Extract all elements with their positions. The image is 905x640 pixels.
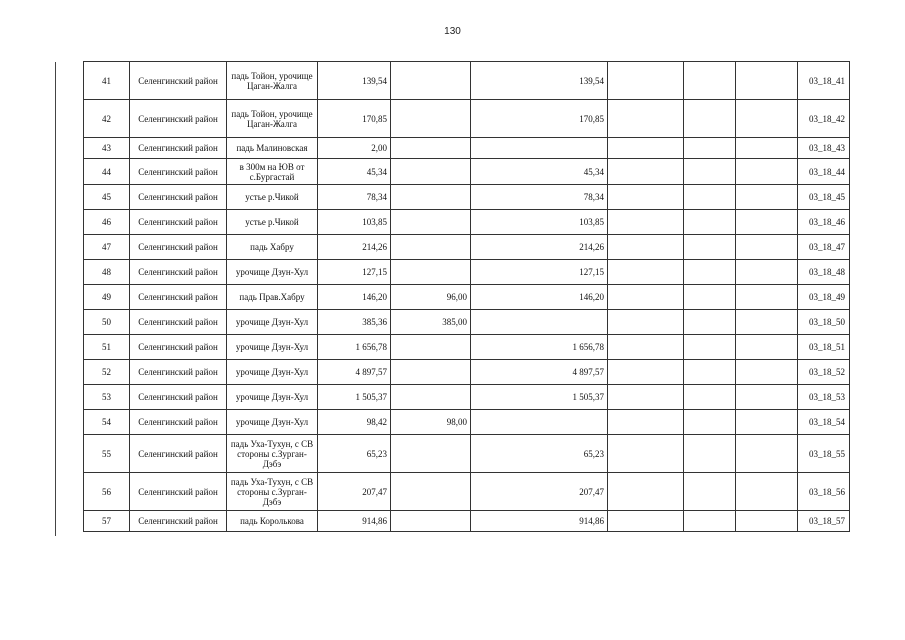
cell-col-8 [684,385,736,410]
cell-col-8 [684,360,736,385]
table-row [84,159,850,185]
cell-location: урочище Дзун-Хул [227,260,318,285]
cell-code: 03_18_53 [798,385,850,410]
cell-col-7 [608,385,684,410]
cell-area-total: 45,34 [318,159,391,185]
cell-col-8 [684,410,736,435]
cell-col-7 [608,159,684,185]
cell-code: 03_18_56 [798,473,850,511]
cell-col-9 [736,473,798,511]
cell-col-7 [608,138,684,159]
cell-area: 914,86 [471,511,608,532]
cell-location: урочище Дзун-Хул [227,310,318,335]
cell-col-8 [684,473,736,511]
table-row [84,260,850,285]
cell-location: урочище Дзун-Хул [227,335,318,360]
cell-col-5 [391,385,471,410]
cell-col-7 [608,435,684,473]
table-row [84,473,850,511]
table-row [84,100,850,138]
cell-district: Селенгинский район [130,100,227,138]
cell-no: 52 [84,360,130,385]
cell-area: 1 656,78 [471,335,608,360]
cell-district: Селенгинский район [130,335,227,360]
cell-code: 03_18_51 [798,335,850,360]
cell-code: 03_18_54 [798,410,850,435]
cell-district: Селенгинский район [130,310,227,335]
cell-no: 48 [84,260,130,285]
cell-area: 207,47 [471,473,608,511]
cell-area: 170,85 [471,100,608,138]
cell-col-7 [608,260,684,285]
cell-no: 42 [84,100,130,138]
cell-area-total: 65,23 [318,435,391,473]
cell-col-5 [391,435,471,473]
cell-col-5 [391,159,471,185]
cell-district: Селенгинский район [130,435,227,473]
cell-col-9 [736,138,798,159]
cell-col-9 [736,235,798,260]
cell-col-5: 98,00 [391,410,471,435]
table-row [84,138,850,159]
cell-area: 103,85 [471,210,608,235]
cell-col-9 [736,285,798,310]
cell-area [471,138,608,159]
cell-location: падь Тойон, урочище Цаган-Жалга [227,100,318,138]
cell-code: 03_18_42 [798,100,850,138]
table-row [84,410,850,435]
cell-location: урочище Дзун-Хул [227,360,318,385]
cell-district: Селенгинский район [130,360,227,385]
table-row [84,360,850,385]
cell-area-total: 78,34 [318,185,391,210]
cell-area-total: 385,36 [318,310,391,335]
cell-area-total: 170,85 [318,100,391,138]
cell-col-8 [684,260,736,285]
cell-district: Селенгинский район [130,410,227,435]
cell-col-9 [736,511,798,532]
cell-no: 57 [84,511,130,532]
cell-col-8 [684,335,736,360]
cell-location: падь Уха-Тухун, с СВ стороны с.Зурган-Дэбэ [227,435,318,473]
cell-location: урочище Дзун-Хул [227,410,318,435]
cell-area-total: 4 897,57 [318,360,391,385]
cell-col-5: 385,00 [391,310,471,335]
cell-no: 53 [84,385,130,410]
cell-col-9 [736,62,798,100]
table-body [84,62,850,532]
cell-code: 03_18_52 [798,360,850,385]
cell-area-total: 1 505,37 [318,385,391,410]
cell-area: 146,20 [471,285,608,310]
cell-col-8 [684,435,736,473]
cell-district: Селенгинский район [130,159,227,185]
table-row [84,62,850,100]
cell-code: 03_18_41 [798,62,850,100]
cell-area-total: 914,86 [318,511,391,532]
cell-col-7 [608,100,684,138]
cell-no: 49 [84,285,130,310]
data-table [83,61,850,532]
cell-area: 214,26 [471,235,608,260]
cell-location: падь Тойон, урочище Цаган-Жалга [227,62,318,100]
table-row [84,310,850,335]
cell-area-total: 127,15 [318,260,391,285]
cell-location: падь Уха-Тухун, с СВ стороны с.Зурган-Дэбэ [227,473,318,511]
cell-code: 03_18_48 [798,260,850,285]
cell-area-total: 103,85 [318,210,391,235]
cell-col-8 [684,138,736,159]
table-row [84,335,850,360]
cell-col-7 [608,185,684,210]
table-row [84,210,850,235]
cell-location: падь Прав.Хабру [227,285,318,310]
cell-area [471,410,608,435]
cell-col-9 [736,100,798,138]
cell-district: Селенгинский район [130,210,227,235]
cell-location: падь Королькова [227,511,318,532]
cell-col-8 [684,100,736,138]
cell-col-9 [736,210,798,235]
cell-district: Селенгинский район [130,62,227,100]
cell-col-8 [684,310,736,335]
cell-area-total: 146,20 [318,285,391,310]
cell-col-8 [684,210,736,235]
cell-col-8 [684,235,736,260]
cell-col-7 [608,410,684,435]
cell-col-5 [391,100,471,138]
cell-col-5 [391,360,471,385]
cell-col-9 [736,435,798,473]
cell-area-total: 1 656,78 [318,335,391,360]
cell-col-7 [608,210,684,235]
cell-no: 56 [84,473,130,511]
cell-code: 03_18_57 [798,511,850,532]
cell-col-7 [608,285,684,310]
cell-code: 03_18_44 [798,159,850,185]
cell-area: 139,54 [471,62,608,100]
cell-col-5 [391,511,471,532]
cell-area-total: 98,42 [318,410,391,435]
cell-district: Селенгинский район [130,511,227,532]
cell-district: Селенгинский район [130,473,227,511]
cell-col-9 [736,310,798,335]
cell-col-9 [736,260,798,285]
cell-col-8 [684,285,736,310]
cell-col-8 [684,159,736,185]
cell-no: 41 [84,62,130,100]
cell-area: 45,34 [471,159,608,185]
cell-area: 127,15 [471,260,608,285]
cell-col-5 [391,62,471,100]
cell-code: 03_18_45 [798,185,850,210]
cell-col-5 [391,185,471,210]
cell-code: 03_18_47 [798,235,850,260]
cell-col-9 [736,185,798,210]
cell-col-7 [608,473,684,511]
table-row [84,511,850,532]
cell-col-9 [736,360,798,385]
cell-no: 54 [84,410,130,435]
cell-code: 03_18_46 [798,210,850,235]
cell-col-9 [736,335,798,360]
cell-no: 47 [84,235,130,260]
cell-col-9 [736,410,798,435]
margin-line [55,62,56,536]
cell-area: 78,34 [471,185,608,210]
cell-col-5 [391,210,471,235]
cell-col-7 [608,335,684,360]
cell-col-5 [391,235,471,260]
cell-col-7 [608,511,684,532]
cell-col-5 [391,138,471,159]
cell-col-8 [684,185,736,210]
cell-col-8 [684,62,736,100]
table-row [84,435,850,473]
cell-area-total: 207,47 [318,473,391,511]
cell-district: Селенгинский район [130,235,227,260]
cell-area-total: 214,26 [318,235,391,260]
cell-col-9 [736,385,798,410]
cell-area [471,310,608,335]
cell-col-7 [608,360,684,385]
cell-area-total: 139,54 [318,62,391,100]
cell-area: 65,23 [471,435,608,473]
cell-code: 03_18_49 [798,285,850,310]
cell-location: устье р.Чикой [227,185,318,210]
cell-col-9 [736,159,798,185]
cell-area: 4 897,57 [471,360,608,385]
page-number: 130 [444,26,461,37]
cell-col-5 [391,260,471,285]
cell-col-5 [391,335,471,360]
cell-no: 46 [84,210,130,235]
cell-area: 1 505,37 [471,385,608,410]
table-row [84,285,850,310]
table-row [84,185,850,210]
table-row [84,235,850,260]
cell-code: 03_18_43 [798,138,850,159]
cell-no: 43 [84,138,130,159]
cell-no: 44 [84,159,130,185]
cell-location: падь Малиновская [227,138,318,159]
cell-location: урочище Дзун-Хул [227,385,318,410]
cell-col-7 [608,235,684,260]
cell-col-5 [391,473,471,511]
cell-no: 50 [84,310,130,335]
cell-district: Селенгинский район [130,185,227,210]
cell-col-5: 96,00 [391,285,471,310]
cell-no: 45 [84,185,130,210]
cell-district: Селенгинский район [130,285,227,310]
cell-location: падь Хабру [227,235,318,260]
cell-location: в 300м на ЮВ от с.Бургастай [227,159,318,185]
cell-code: 03_18_55 [798,435,850,473]
cell-code: 03_18_50 [798,310,850,335]
cell-no: 51 [84,335,130,360]
cell-district: Селенгинский район [130,138,227,159]
cell-district: Селенгинский район [130,385,227,410]
cell-no: 55 [84,435,130,473]
cell-col-8 [684,511,736,532]
cell-area-total: 2,00 [318,138,391,159]
table-row [84,385,850,410]
cell-col-7 [608,310,684,335]
cell-col-7 [608,62,684,100]
cell-location: устье р.Чикой [227,210,318,235]
cell-district: Селенгинский район [130,260,227,285]
